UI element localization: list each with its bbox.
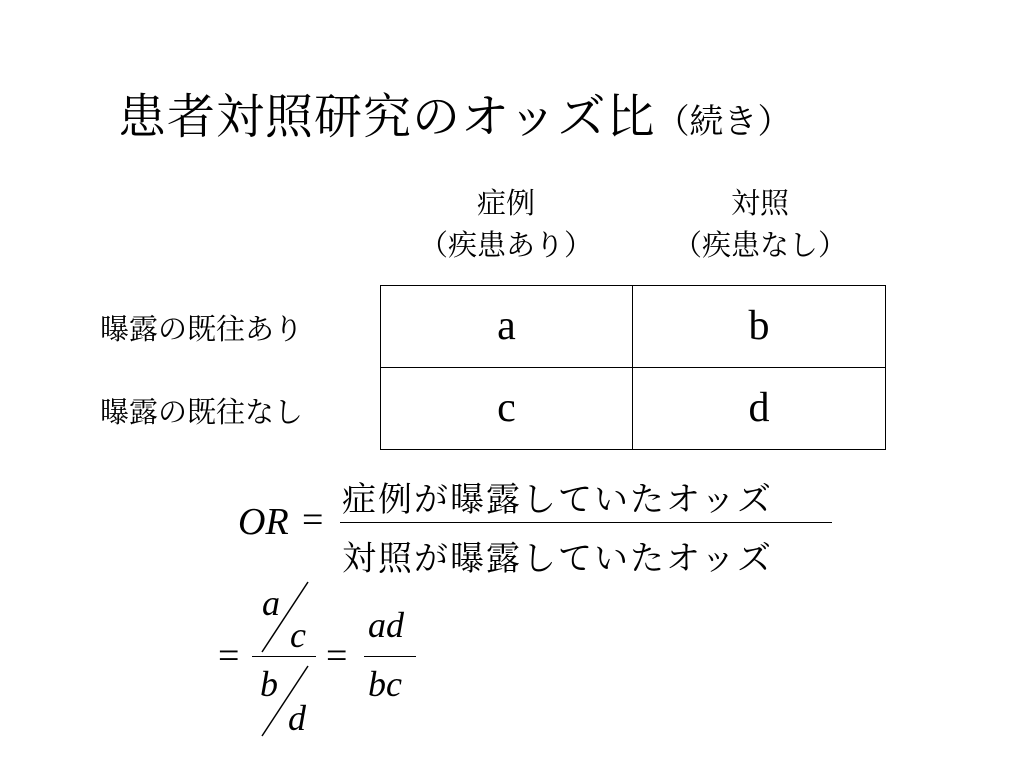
table-cell-a: a [381, 286, 633, 368]
formula-fraction-bar-2 [252, 656, 316, 657]
formula-slash-lower [258, 664, 312, 738]
formula-equals-3: = [326, 635, 348, 677]
formula-var-a: a [262, 583, 280, 623]
formula-numerator: 症例が曝露していたオッズ [342, 480, 773, 520]
col-header-controls-line2: （疾患なし） [672, 228, 847, 262]
formula-equals-1: = [302, 499, 324, 541]
formula-fraction-bar-3 [364, 656, 416, 657]
formula-var-b: b [260, 664, 278, 704]
table-cell-b: b [633, 286, 885, 368]
slide-title-sub: （続き） [655, 102, 792, 142]
formula-result-numerator: ad [368, 605, 404, 645]
slide-title [118, 78, 792, 147]
formula-fraction-bar-1 [340, 522, 832, 523]
col-header-cases [380, 182, 632, 266]
table-cell-d: d [748, 385, 770, 432]
formula-denominator: 対照が曝露していたオッズ [342, 539, 773, 579]
formula-or-label: OR [238, 501, 289, 543]
col-header-cases-line2: （疾患あり） [418, 228, 593, 262]
row-label-unexposed: 曝露の既往なし [100, 395, 304, 429]
col-header-controls [634, 182, 886, 266]
contingency-table [380, 285, 886, 450]
formula-equals-2: = [218, 635, 240, 677]
col-header-cases-line1: 症例 [476, 186, 535, 220]
row-label-exposed: 曝露の既往あり [100, 312, 304, 346]
formula-var-d: d [288, 698, 306, 738]
formula-var-c: c [290, 615, 306, 655]
col-header-controls-line1: 対照 [730, 186, 789, 220]
slide-title-main: 患者対照研究のオッズ比 [118, 89, 656, 145]
formula-slash-upper [258, 580, 312, 654]
formula-result-denominator: bc [368, 664, 402, 704]
table-cell-c: c [381, 368, 633, 450]
